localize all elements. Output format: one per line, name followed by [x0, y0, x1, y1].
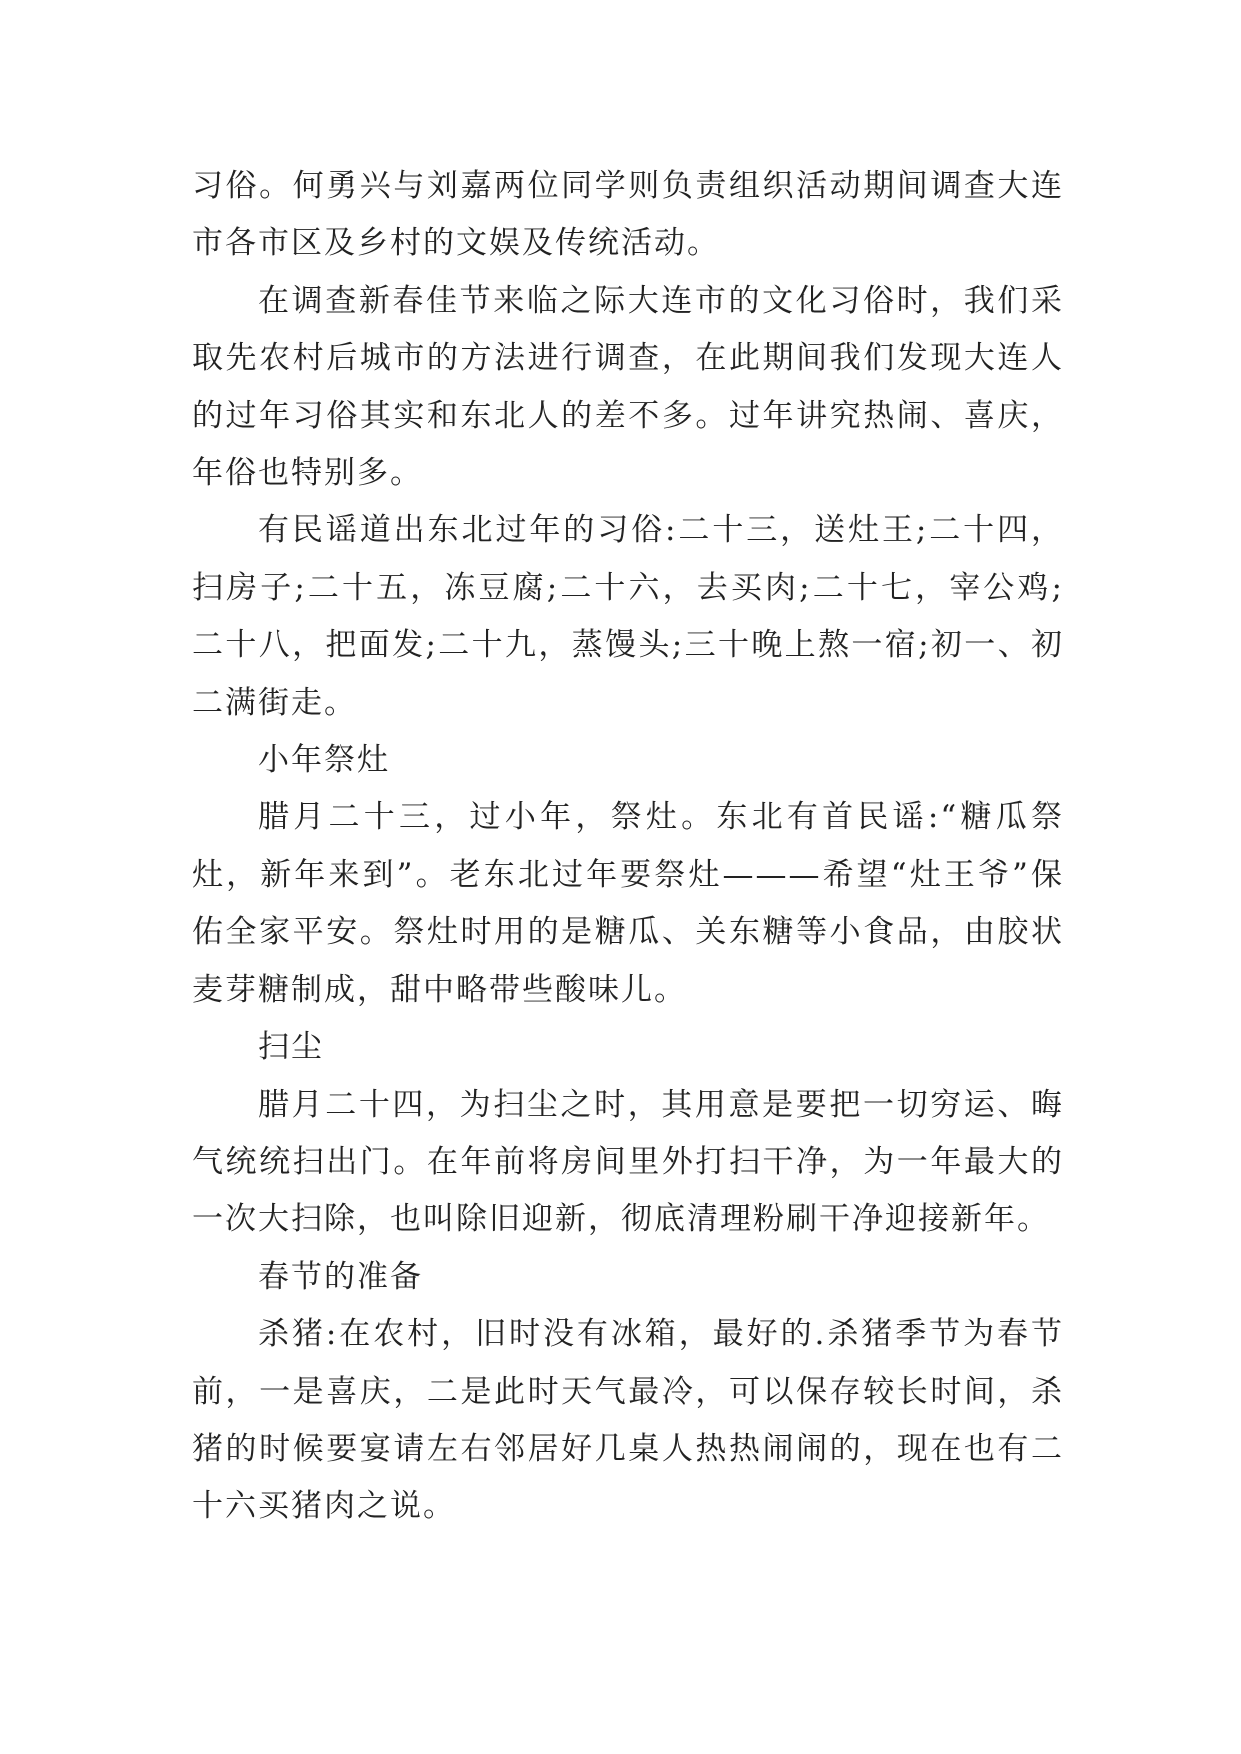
- paragraph-survey-method: 在调查新春佳节来临之际大连市的文化习俗时，我们采取先农村后城市的方法进行调查，在此期间我们发现大连人的过年习俗其实和东北人的差不多。过年讲究热闹、喜庆，年俗也特别多。: [192, 282, 1064, 492]
- section-heading-kitchen-god: 小年祭灶: [258, 742, 390, 779]
- section-heading-preparation: 春节的准备: [258, 1258, 423, 1295]
- paragraph-survey-intro-end: 习俗。何勇兴与刘嘉两位同学则负责组织活动期间调查大连市各市区及乡村的文娱及传统活动。: [192, 168, 1064, 262]
- paragraph-folk-rhyme: 有民谣道出东北过年的习俗:二十三，送灶王;二十四，扫房子;二十五，冻豆腐;二十六，去买肉;二十七，宰公鸡;二十八，把面发;二十九，蒸馒头;三十晚上熬一宿;初一、初二满街走。: [192, 512, 1064, 721]
- paragraph-pig-slaughter: 杀猪:在农村，旧时没有冰箱，最好的.杀猪季节为春节前，一是喜庆，二是此时天气最冷，可以保存较长时间，杀猪的时候要宴请左右邻居好几桌人热热闹闹的，现在也有二十六买猪肉之说。: [192, 1316, 1064, 1525]
- paragraph-sweeping: 腊月二十四，为扫尘之时，其用意是要把一切穷运、晦气统统扫出门。在年前将房间里外打扫干净，为一年最大的一次大扫除，也叫除旧迎新，彻底清理粉刷干净迎接新年。: [192, 1086, 1064, 1238]
- document-body: [192, 158, 1064, 1536]
- section-heading-sweeping: 扫尘: [258, 1029, 324, 1066]
- paragraph-kitchen-god: 腊月二十三，过小年，祭灶。东北有首民谣:“糖瓜祭灶，新年来到”。老东北过年要祭灶———希望“灶王爷”保佑全家平安。祭灶时用的是糖瓜、关东糖等小食品，由胶状麦芽糖制成，甜中略带些酸味儿。: [192, 799, 1064, 1008]
